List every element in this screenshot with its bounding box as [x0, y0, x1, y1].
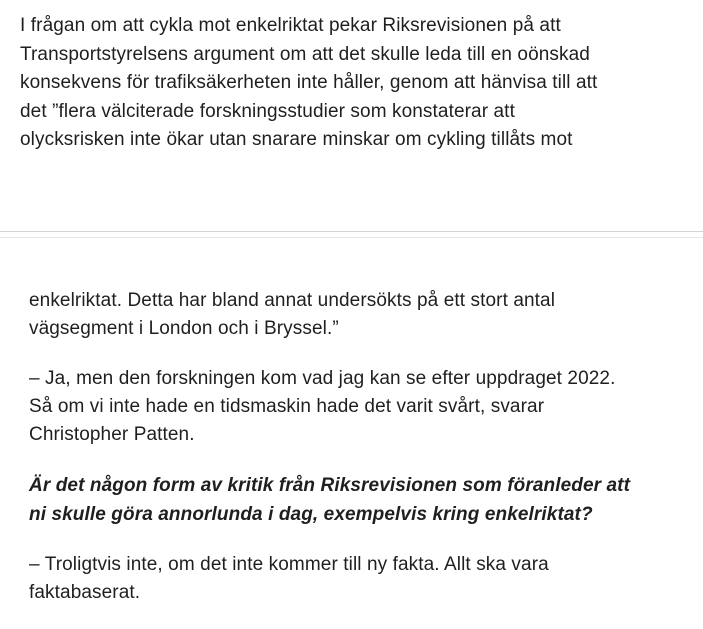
question-line: ni skulle göra annorlunda i dag, exempelvis kring enkelriktat? — [29, 504, 593, 525]
paragraph-line: Transportstyrelsens argument om att det skulle leda till en oönskad — [20, 43, 590, 65]
paragraph-line: Så om vi inte hade en tidsmaskin hade det varit svårt, svarar — [29, 396, 545, 417]
paragraph-line: konsekvens för trafiksäkerheten inte håller, genom att hänvisa till att — [20, 72, 598, 93]
paragraph-line: enkelriktat. Detta har bland annat undersökts på ett stort antal — [29, 290, 556, 311]
paragraph-line: Christopher Patten. — [29, 424, 195, 445]
section-divider — [0, 237, 703, 238]
paragraph-line: olycksrisken inte ökar utan snarare minskar om cykling tillåts mot — [20, 129, 573, 150]
article-paragraph-top — [20, 12, 692, 155]
quote-continuation-paragraph — [29, 287, 689, 343]
paragraph-line: – Troligtvis inte, om det inte kommer till ny fakta. Allt ska vara — [29, 554, 549, 575]
paragraph-line: det ”flera välciterade forskningsstudier som konstaterar att — [20, 100, 515, 122]
answer-paragraph — [29, 551, 689, 607]
section-divider — [0, 231, 703, 232]
paragraph-line: I frågan om att cykla mot enkelriktat pekar Riksrevisionen på att — [20, 15, 561, 36]
answer-paragraph — [29, 365, 689, 449]
question-line: Är det någon form av kritik från Riksrevisionen som föranleder att — [29, 475, 631, 496]
interview-question — [29, 471, 689, 529]
paragraph-line: faktabaserat. — [29, 582, 141, 603]
paragraph-line: – Ja, men den forskningen kom vad jag kan se efter uppdraget 2022. — [29, 368, 616, 389]
paragraph-line: vägsegment i London och i Bryssel.” — [29, 318, 339, 339]
article-body-bottom — [29, 287, 689, 629]
